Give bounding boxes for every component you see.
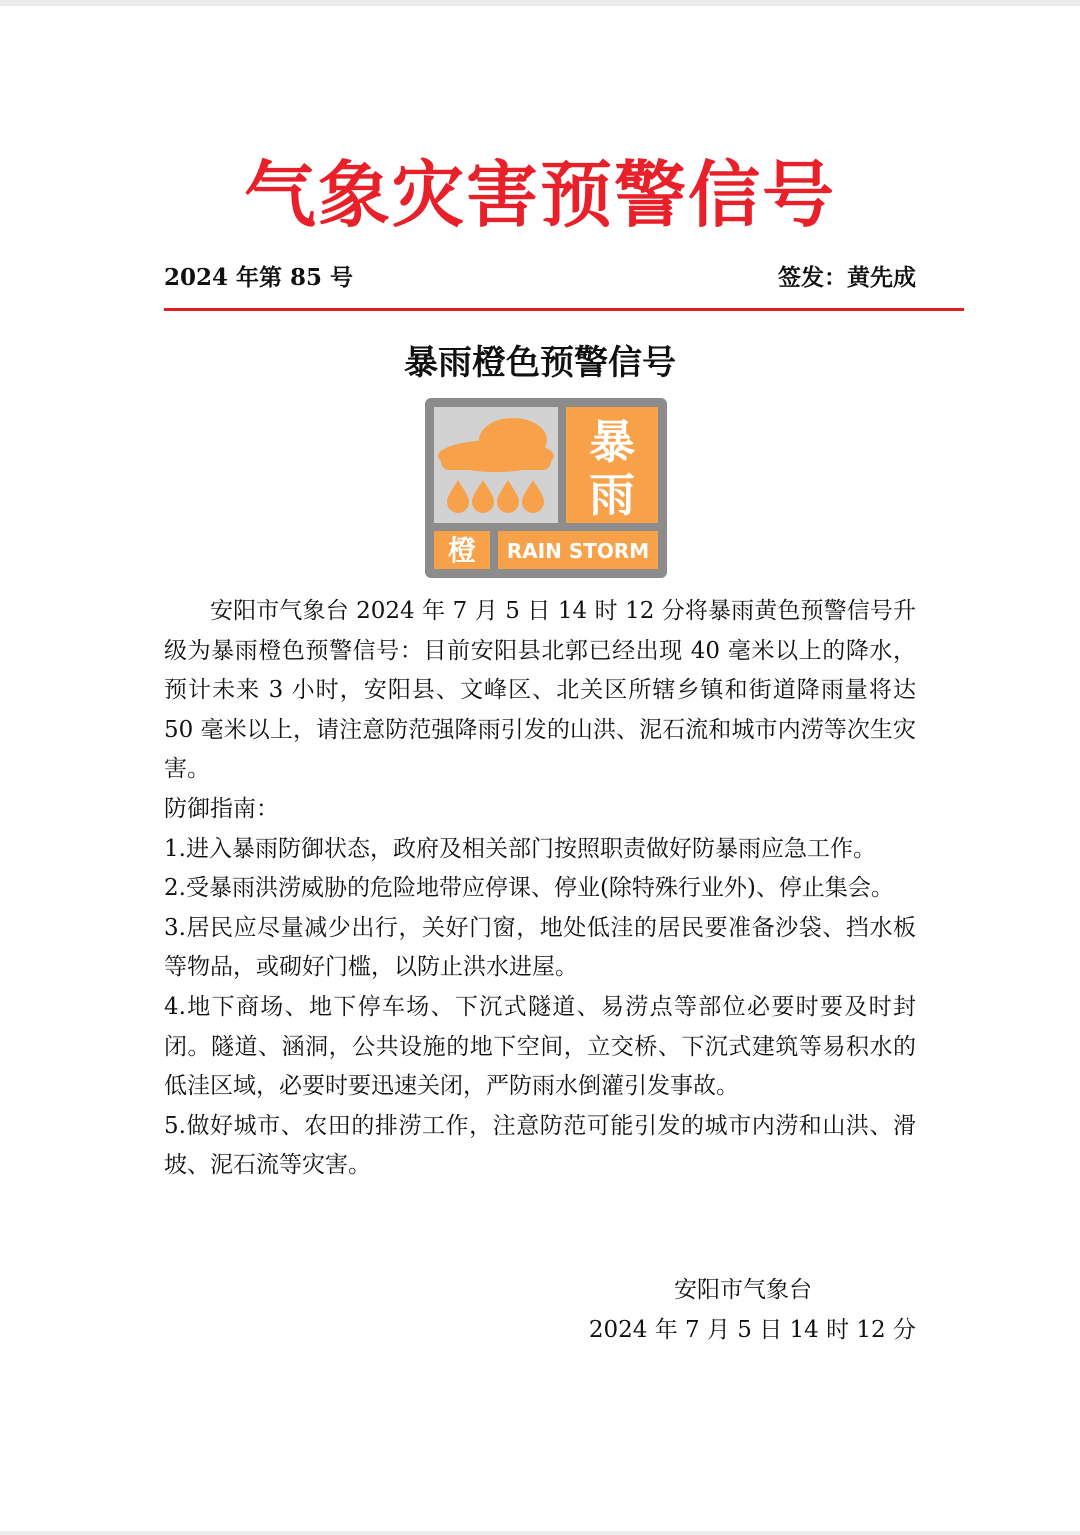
guide-item-4: 4.地下商场、地下停车场、下沉式隧道、易涝点等部位必要时要及时封闭。隧道、涵洞，公共设施的地下空间，立交桥、下沉式建筑等易积水的低洼区域，必要时要迅速关闭，严防雨水倒灌引发事故。 bbox=[164, 993, 916, 1100]
rainstorm-orange-warning-icon bbox=[425, 398, 667, 578]
main-title: 气象灾害预警信号 bbox=[243, 153, 836, 237]
intro-paragraph: 安阳市气象台 2024 年 7 月 5 日 14 时 12 分将暴雨黄色预警信号升级为暴雨橙色预警信号：目前安阳县北郭已经出现 40 毫米以上的降水，预计未来 3 小时，安阳县、文峰区、北关区所辖乡镇和街道降雨量将达 50 毫米以上，请注意防范强降雨引发的山洪、泥石流和城市内涝等次生灾害。 bbox=[164, 598, 916, 783]
signal-char-bottom: 雨 bbox=[589, 468, 635, 522]
document-body bbox=[164, 592, 916, 1186]
issue-date: 2024 年 7 月 5 日 14 时 12 分 bbox=[588, 1317, 916, 1343]
guide-item-5: 5.做好城市、农田的排涝工作，注意防范可能引发的城市内涝和山洪、滑坡、泥石流等灾害。 bbox=[164, 1112, 916, 1179]
meta-row bbox=[164, 260, 916, 296]
red-divider bbox=[164, 308, 964, 311]
document-title: 暴雨橙色预警信号 bbox=[404, 343, 676, 383]
signal-char-top: 暴 bbox=[589, 415, 635, 469]
issue-number: 2024 年第 85 号 bbox=[164, 264, 354, 291]
signer: 签发：黄先成 bbox=[778, 264, 916, 291]
guide-item-3: 3.居民应尽量减少出行，关好门窗，地处低洼的居民要准备沙袋、挡水板等物品，或砌好门槛，以防止洪水进屋。 bbox=[164, 914, 916, 981]
guide-heading: 防御指南： bbox=[164, 795, 279, 822]
guide-item-1: 1.进入暴雨防御状态，政府及相关部门按照职责做好防暴雨应急工作。 bbox=[164, 835, 876, 862]
signal-small-label: 橙 bbox=[447, 534, 477, 567]
issuer: 安阳市气象台 bbox=[674, 1277, 812, 1303]
top-edge-strip bbox=[0, 0, 1080, 6]
signal-english-label: RAIN STORM bbox=[506, 539, 650, 563]
guide-item-2: 2.受暴雨洪涝威胁的危险地带应停课、停业(除特殊行业外)、停止集会。 bbox=[164, 875, 894, 902]
bottom-edge-strip bbox=[0, 1531, 1080, 1535]
